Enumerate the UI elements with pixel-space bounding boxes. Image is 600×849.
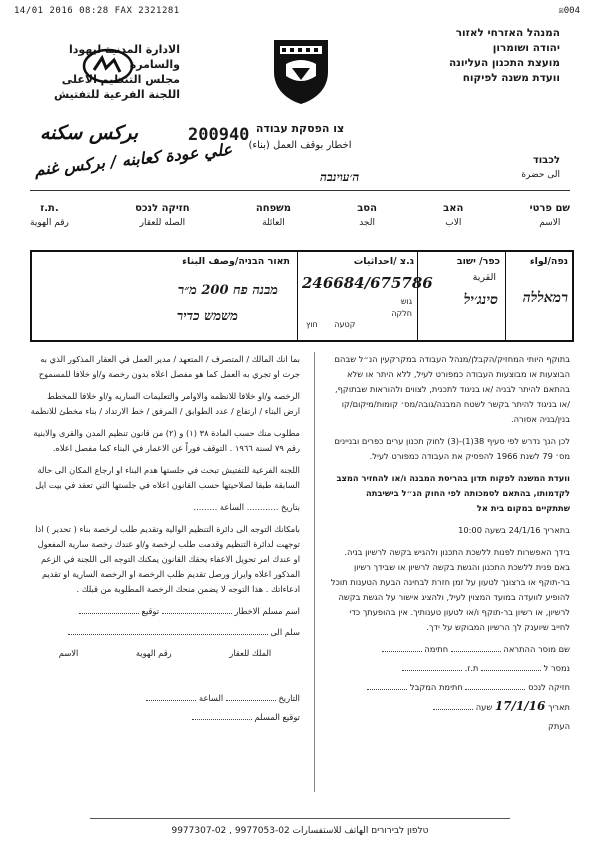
signer-line [192,719,252,720]
arabic-serve-row [30,604,300,619]
server-line [451,651,501,652]
arabic-id-row [30,646,300,661]
outside-label: חוץ [306,320,318,329]
header-he-line: וועדת משנה לפיקוח [462,72,560,84]
hebrew-paragraph: בידך האפשרות לפנות ללשכת התכנון ולהגיש בקשה לרשיון בניה. באם פנית ללשכת התכנון והגשת בקשה לרשיון או שבידך רשיון בר-תוקף או ברצונך לטעון על זמן חזרת לבחינה הבעת הטענות תוכל להופיע לוועדה במועד המצוין לעיל, ולהציג אישור על הגשת בקשה לרשיון, או רשיון בר-תוקף ו/או לטעון טענותיך. אין בהופעתך כדי לחייב שיוענק לך הרשיון המבוקש על ידך. [330,547,570,632]
hebrew-holding-row [330,680,570,695]
header-ar-line: اللجنة الفرعية للتفتيش [53,88,180,101]
location-details-box [30,250,574,342]
handwritten-owner-name: علي عودة كعابنه / بركس غنم [33,139,233,180]
relation-label: الملك للعقار [229,648,272,658]
hebrew-paragraph: לכן הנך נדרש לפי סעיף 38(1)-(3) לחוק תכנון ערים כפרים ובניינים מס׳ 79 לשנת 1966 להפסיק את העבודה כמפורט לעיל. [334,436,570,461]
parcel-labels [391,296,412,320]
title-arabic: اخطار بوقف العمل (بناء) [248,140,352,151]
coat-of-arms-logo [270,36,332,106]
id-he-label: ת.ז. [464,663,479,673]
holding-label: חזיקה לנכס [528,682,570,692]
hour-label: الساعة [199,693,224,703]
name-label: الاسم [58,648,79,658]
arabic-date-row [30,691,300,706]
signer-label: توقيع المسلم [254,712,300,722]
hour-he-line [433,709,473,710]
arabic-given-to-row [30,625,300,640]
sign-label: توقيع [141,606,160,616]
arabic-hearing-date: بتاريخ ............ الساعة ......... [193,502,300,512]
coordinates-label: ג.צ /احداثيات [353,256,414,267]
receiver-signature-line [367,689,407,690]
header-hebrew [449,26,560,86]
arabic-paragraph: بما انك المالك / المتصرف / المتعهد / مدير العمل في العقار المذكور الذي به جرت او تجري به العمل كما هو مفصل اعلاه بدون رخصة و/او خلافا للمسموح [38,354,300,379]
server-signature-label: חתימה [424,644,449,654]
date-line [226,700,276,701]
title-hebrew: צו הפסקת עבודה [255,122,345,135]
sign-line [79,613,139,614]
district-cell [505,252,572,340]
field-property-holding: חזיקה לנכס الصله للعقار [135,203,190,228]
receiver-signature-label: חתימת המקבל [409,682,463,692]
server-label: שם מוסר ההתראה [503,644,570,654]
hebrew-paragraph: וועדת המשנה לפקוח תדון בהריסת המבנה ו/או להחזיר המצב לקדמותו, בהתאם לסמכותה לפי החוק הנ״ל בישיבתה שתתקיים במקום בית אל [336,473,570,513]
handwritten-stamp-mark [80,46,136,86]
building-use-value: משמש כדיר [176,309,238,324]
handwritten-addressee: ה׳עוינבה [320,170,360,184]
coordinates-cell [297,252,433,340]
header-he-line: יהודה ושומרון [492,42,560,54]
hour-line [146,700,196,701]
header-ar-line: مجلس التنظيم الاعلى [61,73,180,86]
header-ar-line: والسامرة [129,58,180,71]
date-he-label: תאריך [548,702,570,712]
header-he-line: המנהל האזרחי לאזור [455,27,560,39]
field-first-name: שם פרטי الاسم [529,203,570,228]
id-he-line [402,670,462,671]
field-id-number: ת.ז. رقم الهوية [30,203,69,228]
copy-label: העתק [548,721,570,731]
personal-fields-row [30,202,570,230]
order-number: 200940 [188,125,250,145]
addressee-line [30,190,570,191]
village-label: כפר/ ישוב [456,256,500,267]
given-to-he-line [481,670,541,671]
holding-line [465,689,525,690]
village-label-arabic: القرية [472,272,496,283]
hebrew-hearing-date: בתאריך 24/1/16 בשעה 10:00 [458,525,570,535]
building-description-value: מבנה פח 200 מ״ר [177,283,278,298]
section-labels [306,320,355,329]
addressee-label-hebrew: לכבוד [532,155,560,166]
header-he-line: מועצת התכנון העליונה [448,57,560,69]
field-father: האב الاب [443,203,464,228]
parcel-label: חלקה [391,309,412,318]
hebrew-paragraph: בתוקף היותי המחזיק/הקבלן/מנהל העבודה במקרקעין הנ״ל שבהם הבוצעות או מבוצעות העבודה כמפורט לעיל, ללא היתר או שלא בהתאם להיתר לבניה /או בניגוד לתכנית, לצווים ולהוראות שבתוקף, /או בניגוד להיתר בקשר לשטח המבנה/גובה/מס׳ קומות/מיקום/קו בנין/בניה אסורה. [334,354,570,424]
hebrew-server-row [330,642,570,657]
arabic-body-column [30,352,300,725]
column-divider [314,352,315,792]
handwritten-serve-date: 17/1/16 [494,699,546,713]
server-signature-line [382,651,422,652]
addressee-label-arabic: الى حضرة [521,170,560,180]
hebrew-copy-row [330,719,570,734]
arabic-paragraph: الرخصه و/او خلافا للانظمه والاوامر والتعليمات الساريه و/او خلافا للمخطط ارض البناء / ارتفاع / عدد الطوابق / المرفق / خط الارتداد / بناء مخطئ للانظمة [30,391,300,416]
district-label: נפה/لواء [529,256,568,267]
arabic-paragraph: اللجنة الفرعية للتفتيش تبحث في جلستها هدم البناء او ارجاع المكان الى حالة السابقة طبقا لصلاحيتها حسب القانون اعلاه في جلستها التي تعقد في بيت ايل [35,465,300,490]
given-to-line [68,634,268,635]
serve-name-label: اسم مسلم الاخطار [234,606,300,616]
hour-he-label: שעה [475,702,493,712]
hebrew-date-row [330,699,570,715]
section-label: קטעה [334,320,356,329]
id-label: رقم الهوية [135,648,172,658]
given-to-he-label: נמסר ל [543,663,570,673]
arabic-paragraph: مطلوب منك حسب المادة ٣٨ (١) و (٢) من قانون تنظيم المدن والقرى والابنية رقم ٧٩ لسنة ١٩٦٦ . التوقف فوراً عن الاعمار في البناء كما مفصل اعلاه. [33,428,300,453]
fax-header: 14/01 2016 08:28 FAX 2321281 [14,6,180,16]
footer-phone: טלפון לבירורים الهاتف للاستفسارات 02-9977053 , 02-9977307 [171,826,429,836]
arabic-paragraph: بامكانك التوجه الى دائرة التنظيم الوالية وتقديم طلب لرخصة بناء ( تحدير ) اذا توجهت لدائرة التنظيم وقدمت طلب لرخصة و/او عندك رخصة سارية المفعول او عندك امر تحويل الاعفاء يحقك القانون يمكنك التوجه الى اللجنة في الزعم المذكور اعلاه وايراز ورصل تقديم ظلب الرخصة او الرخصة السارية او تقديم ادعاءاتك . هذا التوجه لا يضمن منحك الرخصة المطلوبة من قبلك . [35,524,300,594]
header-ar-line: الادارة المدنية ليهودا [69,43,180,56]
arabic-signer-row [30,710,300,725]
building-description-label: תאור הבניה/وصف البناء [182,256,290,267]
building-description-cell [36,252,298,340]
serve-name-line [162,613,232,614]
coordinates-value: 246684/675786 [302,274,433,292]
given-to-label: سلم الى [270,627,300,637]
date-label: التاريخ [278,693,300,703]
village-cell [417,252,506,340]
village-value: סינג׳יל [463,292,498,308]
field-family: משפחה العائلة [255,203,291,228]
handwritten-structure-type: بركس سكنه [40,122,138,144]
hebrew-body-column [330,352,570,734]
footer-rule [90,818,510,819]
fax-page-number: ☒004 [558,6,580,16]
block-label: גוש [400,297,412,306]
district-value: רמאללה [522,290,568,306]
field-grandfather: הסב الجد [357,203,377,228]
hebrew-given-row [330,661,570,676]
